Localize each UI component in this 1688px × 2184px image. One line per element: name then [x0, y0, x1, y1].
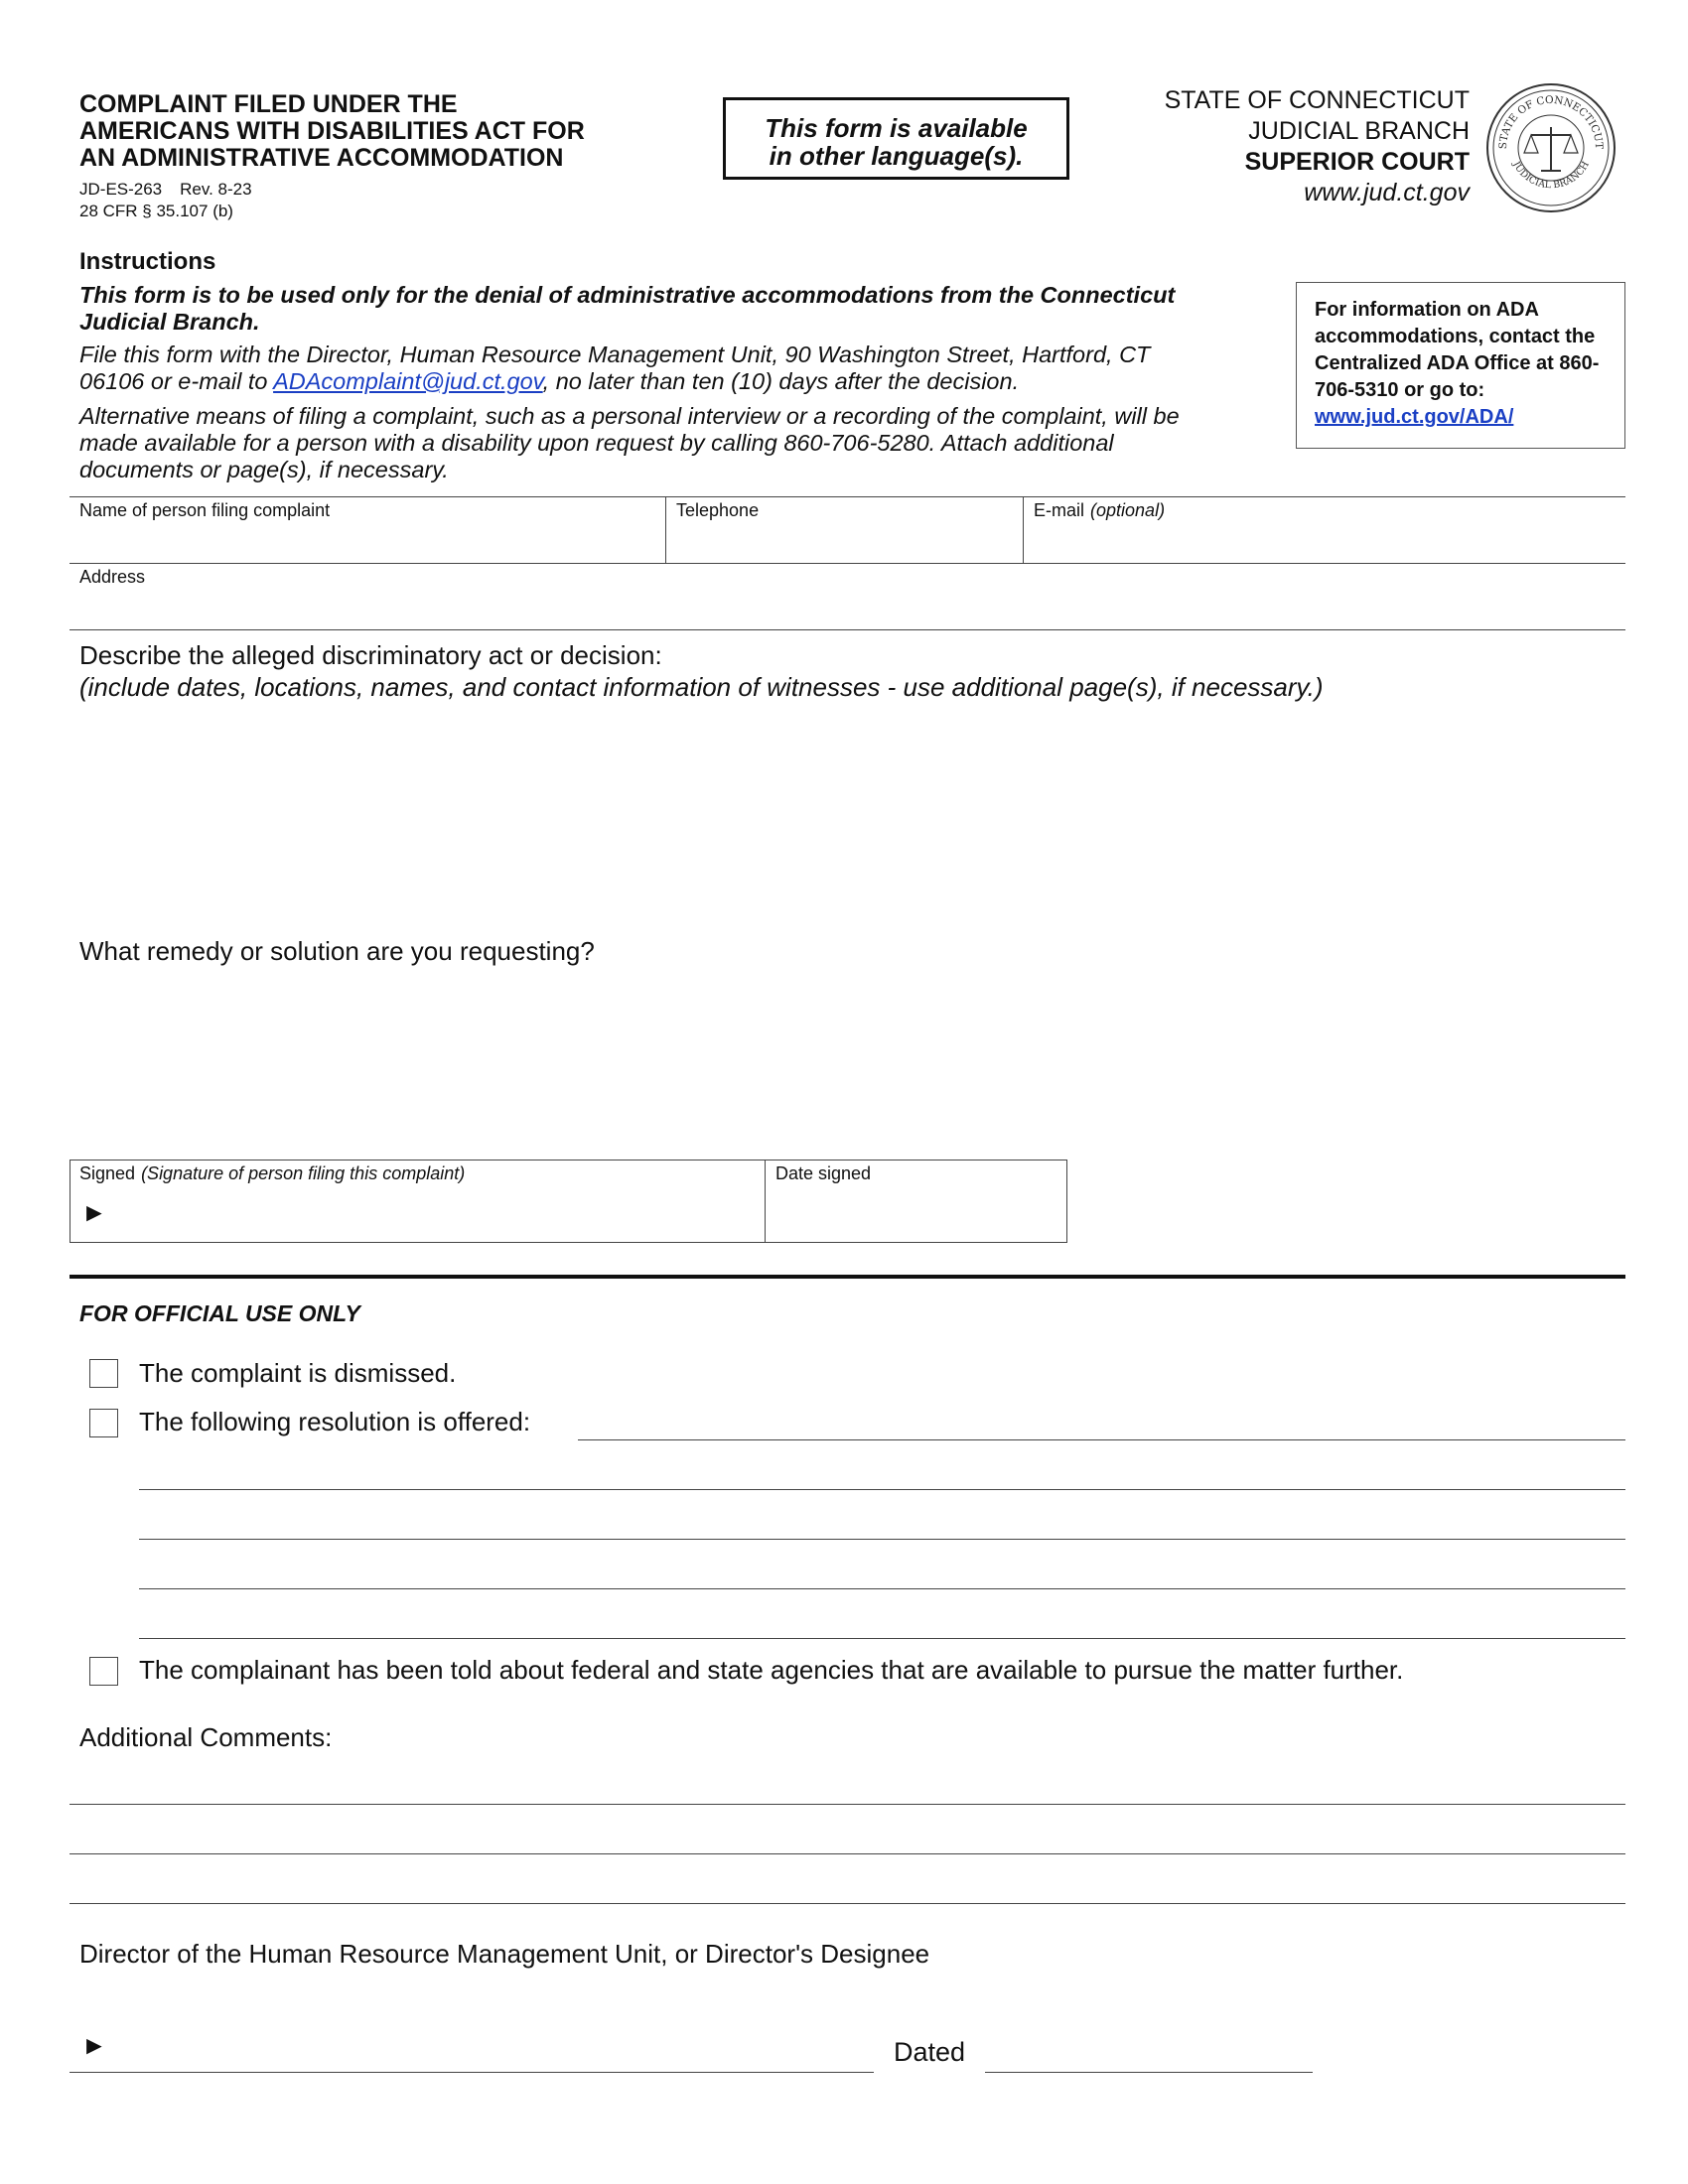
- describe-question-text: Describe the alleged discriminatory act or decision:: [79, 640, 662, 670]
- resolution-checkbox[interactable]: [89, 1409, 118, 1437]
- telephone-field[interactable]: [668, 522, 1020, 562]
- email-optional-note: (optional): [1090, 500, 1166, 520]
- director-arrow-icon: ►: [81, 2030, 107, 2060]
- court-name: SUPERIOR COURT: [1244, 148, 1470, 176]
- dated-label: Dated: [894, 2037, 966, 2067]
- form-cfr: 28 CFR § 35.107 (b): [79, 202, 233, 220]
- judicial-seal-icon: [1484, 81, 1618, 214]
- ada-info-link[interactable]: www.jud.ct.gov/ADA/: [1315, 406, 1514, 428]
- date-signed-label: Date signed: [775, 1163, 872, 1183]
- describe-question-note: (include dates, locations, names, and contact information of witnesses - use additional page(s), if necessary.): [79, 672, 1324, 702]
- describe-answer-area[interactable]: [71, 707, 1620, 925]
- remedy-question: What remedy or solution are you requesting?: [79, 936, 595, 966]
- official-use-heading: FOR OFFICIAL USE ONLY: [79, 1300, 360, 1326]
- ada-info-text: For information on ADA accommodations, contact the Centralized ADA Office at 860-706-5310 or go to:: [1315, 299, 1600, 401]
- court-header: [1165, 85, 1470, 208]
- form-title-line-1: COMPLAINT FILED UNDER THE: [79, 90, 458, 118]
- remedy-answer-area[interactable]: [71, 973, 1620, 1152]
- director-label: Director of the Human Resource Management Unit, or Director's Designee: [79, 1939, 930, 1969]
- resolution-label: The following resolution is offered:: [139, 1407, 531, 1436]
- form-title-line-2: AMERICANS WITH DISABILITIES ACT FOR: [79, 117, 585, 145]
- seal-text-bottom: JUDICIAL BRANCH: [1510, 159, 1592, 192]
- address-field-label: Address: [79, 567, 146, 587]
- agencies-checkbox[interactable]: [89, 1657, 118, 1686]
- name-field[interactable]: [71, 522, 661, 562]
- filing-text-post: , no later than ten (10) days after the decision.: [542, 368, 1020, 394]
- section-divider: [70, 1275, 1625, 1279]
- comments-line[interactable]: [70, 1804, 1625, 1805]
- telephone-field-label: Telephone: [676, 500, 760, 520]
- divider: [765, 1160, 766, 1243]
- name-field-label: Name of person filing complaint: [79, 500, 331, 520]
- director-signature-line[interactable]: [70, 2072, 874, 2073]
- language-notice[interactable]: [723, 97, 1069, 180]
- form-identifiers: [79, 179, 252, 222]
- instructions-bold-text: This form is to be used only for the denial of administrative accommodations from the Connecticut Judicial Branch.: [79, 282, 1176, 335]
- resolution-line[interactable]: [139, 1638, 1625, 1639]
- resolution-line[interactable]: [139, 1539, 1625, 1540]
- comments-line[interactable]: [70, 1903, 1625, 1904]
- state-name: STATE OF CONNECTICUT: [1164, 86, 1470, 114]
- comments-line[interactable]: [70, 1853, 1625, 1854]
- agencies-label: The complainant has been told about federal and state agencies that are available to pursue the matter further.: [139, 1655, 1404, 1685]
- signature-field[interactable]: [114, 1187, 760, 1239]
- email-label-text: E-mail: [1034, 500, 1085, 520]
- court-website: www.jud.ct.gov: [1304, 179, 1470, 206]
- resolution-line[interactable]: [139, 1489, 1625, 1490]
- divider: [70, 563, 1625, 564]
- divider: [70, 629, 1625, 630]
- seal-text-top: STATE OF CONNECTICUT: [1496, 93, 1606, 150]
- form-title-line-3: AN ADMINISTRATIVE ACCOMMODATION: [79, 144, 564, 172]
- email-field-label: [1034, 500, 1165, 521]
- dismissed-label: The complaint is dismissed.: [139, 1358, 457, 1388]
- signed-label: [79, 1163, 465, 1184]
- resolution-line[interactable]: [578, 1439, 1625, 1440]
- instructions-alternative: Alternative means of filing a complaint, such as a personal interview or a recording of the complaint, will be made available for a person with a disability upon request by calling 860-706-5280. Attach additional documents or page(s), if necessary.: [79, 403, 1180, 482]
- divider: [1023, 496, 1024, 563]
- dated-line[interactable]: [985, 2072, 1313, 2073]
- resolution-line[interactable]: [139, 1588, 1625, 1589]
- instructions-filing: [79, 341, 1211, 395]
- language-notice-line-1: This form is available: [765, 113, 1028, 143]
- signature-arrow-icon: ►: [81, 1197, 107, 1227]
- signed-label-text: Signed: [79, 1163, 136, 1183]
- form-number: JD-ES-263: [79, 180, 163, 199]
- ada-info-box: [1296, 282, 1625, 449]
- language-notice-line-2: in other language(s).: [769, 141, 1024, 171]
- instructions-heading: Instructions: [79, 248, 216, 275]
- additional-comments-label: Additional Comments:: [79, 1722, 333, 1752]
- email-field[interactable]: [1026, 522, 1621, 562]
- branch-name: JUDICIAL BRANCH: [1248, 117, 1470, 145]
- describe-question: [79, 639, 1324, 703]
- divider: [70, 496, 1625, 497]
- dismissed-checkbox[interactable]: [89, 1359, 118, 1388]
- address-field[interactable]: [71, 590, 1620, 627]
- complaint-email-link[interactable]: ADAcomplaint@jud.ct.gov: [273, 368, 543, 394]
- divider: [665, 496, 666, 563]
- filing-text-pre: File this form with the Director, Human Resource Management Unit, 90 Washington Street, Hartford, CT 06106 or e-mail to: [79, 341, 1151, 394]
- date-signed-field[interactable]: [768, 1187, 1063, 1239]
- signed-label-note: (Signature of person filing this complaint): [141, 1163, 466, 1183]
- form-title: [79, 91, 715, 172]
- form-revision: Rev. 8-23: [180, 180, 252, 199]
